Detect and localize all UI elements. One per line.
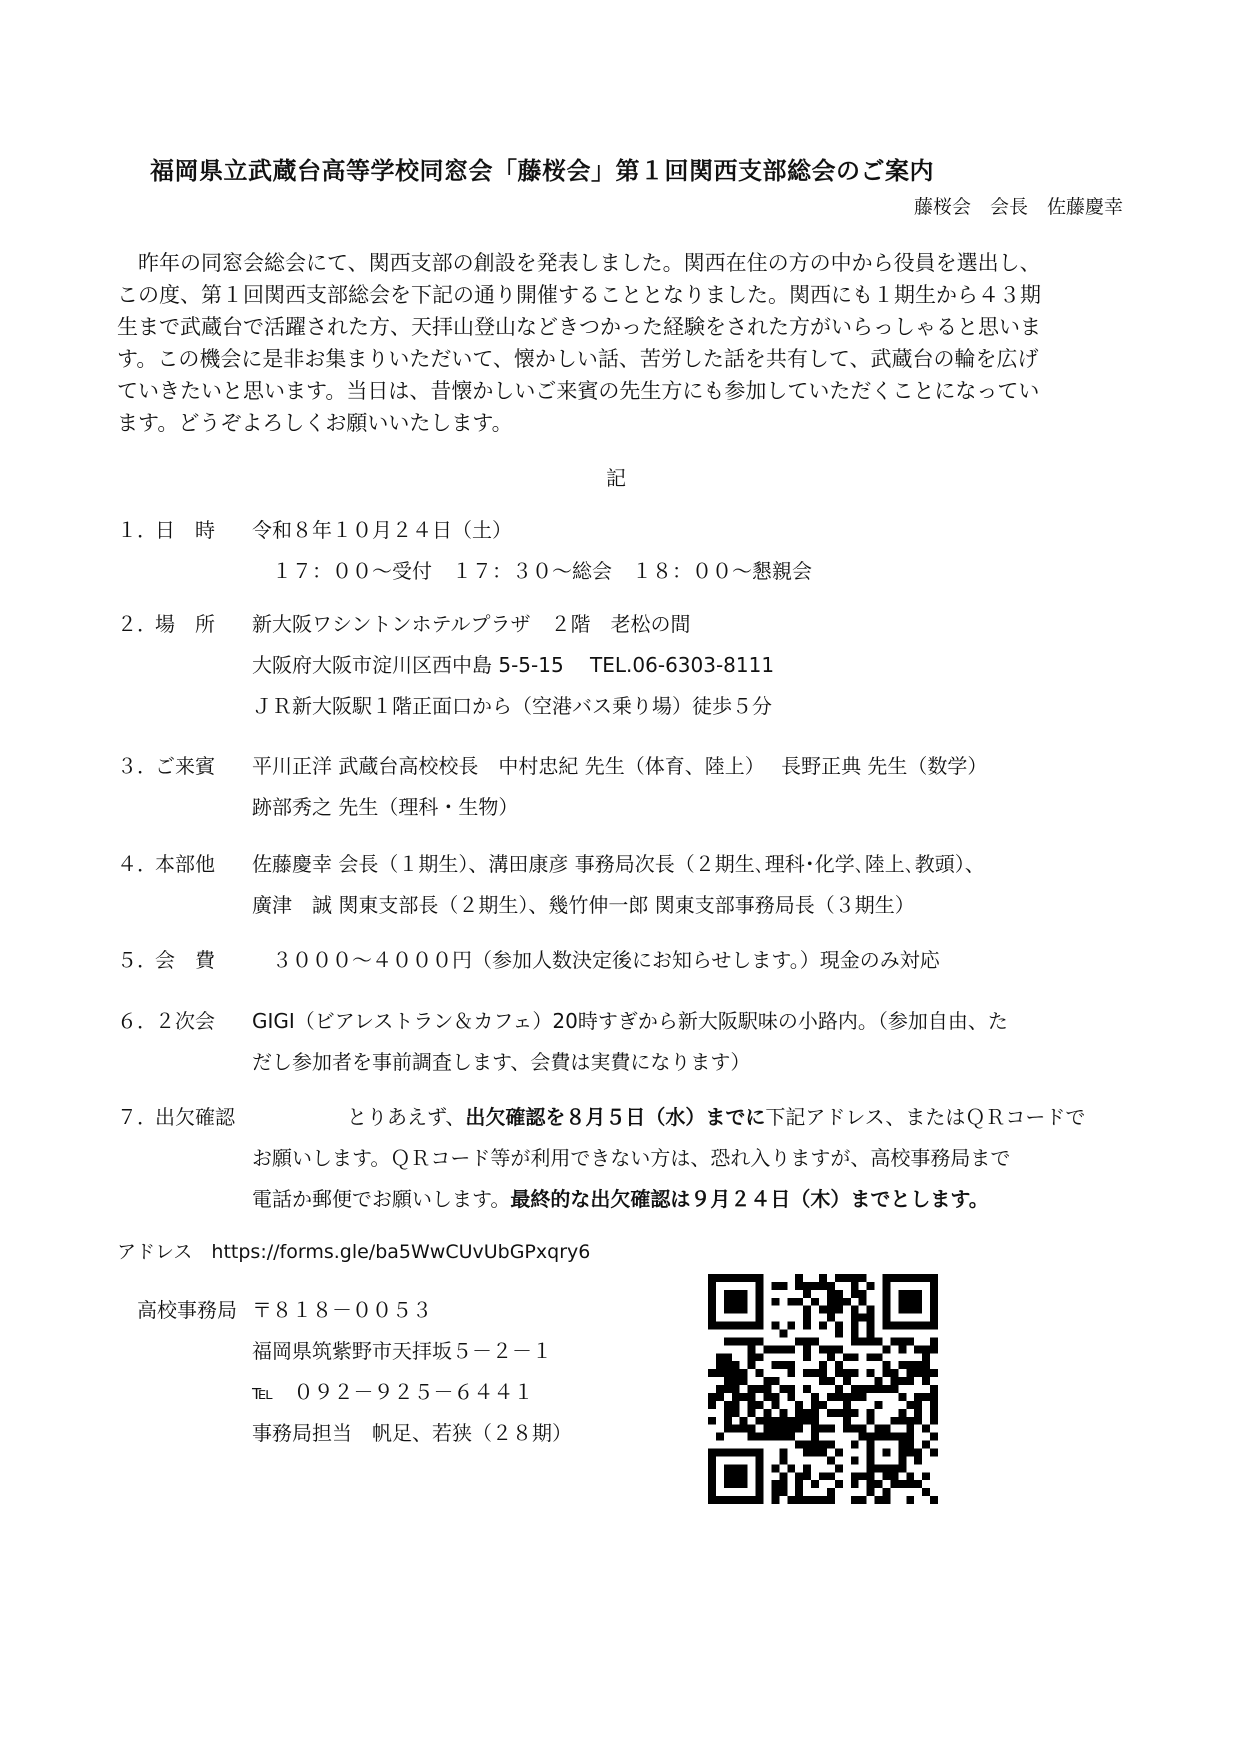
final-deadline: 最終的な出欠確認は９月２４日（木）までとします。 bbox=[510, 1187, 989, 1211]
attendance-deadline: 出欠確認を８月５日（水）までに bbox=[465, 1105, 766, 1129]
item-attendance bbox=[117, 1098, 1127, 1218]
attendance-text: とりあえず、 bbox=[327, 1105, 466, 1129]
item-number: ６． bbox=[117, 1009, 157, 1033]
item-number: １． bbox=[117, 518, 157, 542]
item-line bbox=[327, 1098, 1085, 1136]
intro-paragraph bbox=[117, 247, 1122, 439]
item-line: 新大阪ワシントンホテルプラザ ２階 老松の間 bbox=[252, 612, 691, 636]
item-line: お願いします。ＱＲコード等が利用できない方は、恐れ入りますが、高校事務局まで bbox=[252, 1146, 1011, 1170]
item-line: GIGI（ビアレストラン＆カフェ）20時すぎから新大阪駅味の小路内。（参加自由、た bbox=[252, 1009, 1008, 1033]
item-line: 佐藤慶幸 会長（１期生）、溝田康彦 事務局次長（２期生､理科･化学､陸上､教頭）、 bbox=[252, 852, 985, 876]
item-label: 日 時 bbox=[155, 518, 215, 542]
intro-line: ます。どうぞよろしくお願いいたします。 bbox=[117, 411, 513, 435]
item-line: 平川正洋 武蔵台高校校長 中村忠紀 先生（体育、陸上） 長野正典 先生（数学） bbox=[252, 754, 988, 778]
office-phone: ℡ ０９２－９２５－６４４１ bbox=[252, 1380, 534, 1404]
intro-line: す。この機会に是非お集まりいただいて、懐かしい話、苦労した話を共有して、武蔵台の輪を広げ bbox=[117, 347, 1039, 371]
item-line: 大阪府大阪市淀川区西中島 5-5-15 TEL.06-6303-8111 bbox=[252, 653, 775, 677]
item-number: ２． bbox=[117, 612, 157, 636]
item-line: ＪＲ新大阪駅１階正面口から（空港バス乗り場）徒歩５分 bbox=[252, 694, 772, 718]
item-label: 場 所 bbox=[155, 612, 215, 636]
item-after-party bbox=[117, 1002, 1127, 1082]
intro-line: この度、第１回関西支部総会を下記の通り開催することとなりました。関西にも１期生から４３期 bbox=[117, 283, 1041, 307]
item-number: ３． bbox=[117, 754, 157, 778]
item-line: 跡部秀之 先生（理科・生物） bbox=[252, 795, 519, 819]
intro-line: 昨年の同窓会総会にて、関西支部の創設を発表しました。関西在住の方の中から役員を選出し、 bbox=[117, 251, 1041, 275]
item-line: 令和８年１０月２４日（土） bbox=[252, 518, 512, 542]
attendance-text: 電話か郵便でお願いします。 bbox=[252, 1187, 511, 1211]
intro-line: ていきたいと思います。当日は、昔懐かしいご来賓の先生方にも参加していただくことになってい bbox=[117, 379, 1040, 403]
item-line: だし参加者を事前調査します、会費は実費になります） bbox=[252, 1050, 751, 1074]
item-label: 出欠確認 bbox=[155, 1105, 235, 1129]
form-address-link[interactable]: アドレス https://forms.gle/ba5WwCUvUbGPxqry6 bbox=[117, 1241, 591, 1263]
document-title: 福岡県立武蔵台高等学校同窓会「藤桜会」第１回関西支部総会のご案内 bbox=[150, 157, 934, 185]
item-fee bbox=[117, 941, 1127, 981]
item-line bbox=[252, 1180, 989, 1218]
office-label: 高校事務局 bbox=[137, 1298, 237, 1322]
qr-code-icon[interactable] bbox=[708, 1274, 938, 1504]
item-line: ３０００～４０００円（参加人数決定後にお知らせします。）現金のみ対応 bbox=[252, 948, 940, 972]
author-line: 藤桜会 会長 佐藤慶幸 bbox=[913, 196, 1123, 218]
item-label: 会 費 bbox=[155, 948, 215, 972]
intro-line: 生まで武蔵台で活躍された方、天拝山登山などきつかった経験をされた方がいらっしゃると思いま bbox=[117, 315, 1041, 339]
attendance-text: 下記アドレス、またはＱＲコードで bbox=[765, 1105, 1086, 1129]
item-datetime bbox=[117, 511, 1127, 591]
ki-heading: 記 bbox=[606, 466, 626, 490]
office-staff: 事務局担当 帆足、若狭（２８期） bbox=[252, 1421, 572, 1445]
item-label: ２次会 bbox=[155, 1009, 215, 1033]
item-line: １７：００～受付 １７：３０～総会 １８：００～懇親会 bbox=[252, 559, 812, 583]
item-guests bbox=[117, 747, 1127, 827]
item-line: 廣津 誠 関東支部長（２期生）、幾竹伸一郎 関東支部事務局長（３期生） bbox=[252, 893, 915, 917]
item-number: ４． bbox=[117, 852, 157, 876]
item-label: 本部他 bbox=[155, 852, 215, 876]
item-place bbox=[117, 605, 1127, 725]
item-label: ご来賓 bbox=[155, 754, 215, 778]
office-postal: 〒８１８－００５３ bbox=[252, 1298, 432, 1322]
item-number: ５． bbox=[117, 948, 157, 972]
item-number: ７． bbox=[117, 1105, 157, 1129]
office-address: 福岡県筑紫野市天拝坂５－２－１ bbox=[252, 1339, 552, 1363]
item-headquarters bbox=[117, 845, 1127, 925]
